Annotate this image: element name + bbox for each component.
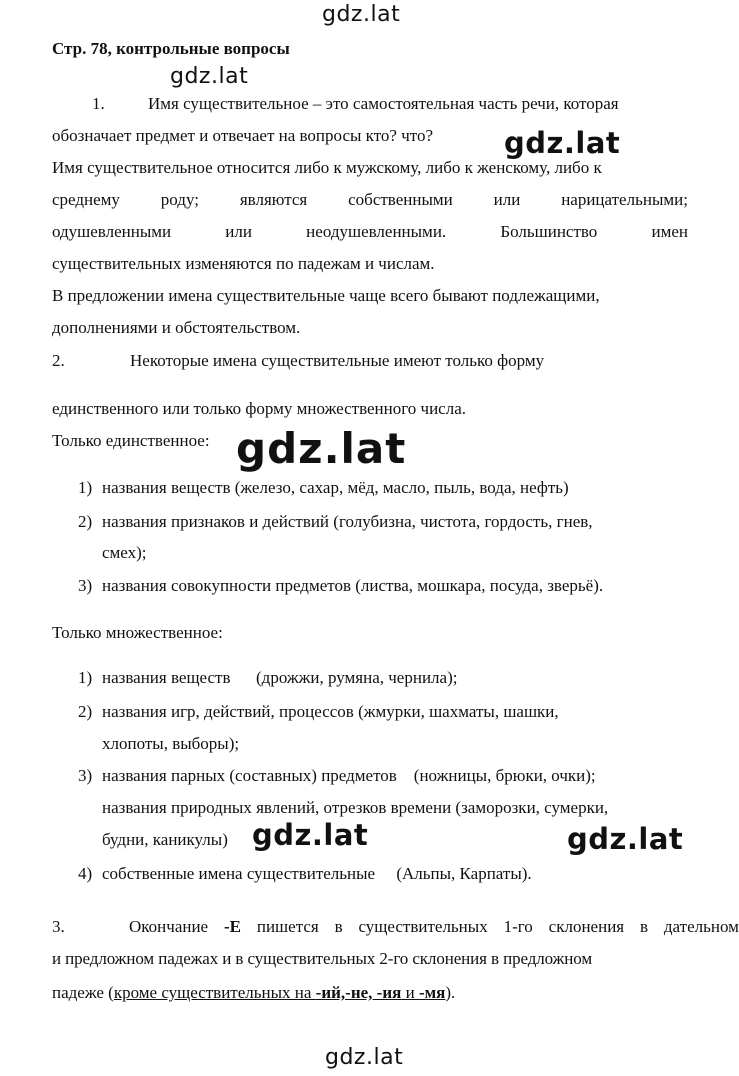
list-item [78, 798, 608, 818]
list-text: названия веществ (дрожжи, румяна, чернила); [102, 668, 458, 687]
word: в [640, 917, 649, 936]
word: роду; [160, 190, 199, 209]
list-text: названия признаков и действий (голубизна, чистота, гордость, гнев, [102, 512, 593, 531]
list-text: названия игр, действий, процессов (жмурки, шахматы, шашки, [102, 702, 559, 721]
list-text: названия природных явлений, отрезков времени (заморозки, сумерки, [102, 798, 609, 817]
word: нарицательными; [561, 190, 688, 209]
list-marker: 2) [78, 702, 93, 721]
list-item [78, 766, 596, 786]
q1-line2: обозначает предмет и отвечает на вопросы кто? что? [52, 126, 433, 145]
q1-line3: Имя существительное относится либо к мужскому, либо к женскому, либо к [52, 158, 602, 177]
word: одушевленными [52, 222, 172, 241]
q1-line4 [52, 190, 688, 210]
word: 1-го [503, 917, 533, 936]
q1-line5 [52, 222, 688, 242]
watermark-bottom: gdz.lat [325, 1045, 404, 1070]
list-item [78, 864, 532, 884]
list-marker: 3) [78, 576, 93, 595]
list-marker: 4) [78, 864, 93, 883]
list-item [78, 512, 593, 532]
list-marker: 1) [78, 668, 93, 687]
watermark-1: gdz.lat [170, 64, 249, 89]
page-heading: Стр. 78, контрольные вопросы [52, 39, 290, 58]
list-item [78, 478, 569, 498]
watermark-2: gdz.lat [504, 126, 621, 160]
text: падеже ( [52, 983, 114, 1002]
list-marker: 1) [78, 478, 93, 497]
word: Большинство [500, 222, 598, 241]
word: имен [651, 222, 688, 241]
text: ). [445, 983, 456, 1002]
list-item [78, 702, 559, 722]
list-text: хлопоты, выборы); [102, 734, 240, 753]
plural-title: Только множественное: [52, 623, 223, 642]
list-text: собственные имена существительные (Альпы, Карпаты). [102, 864, 532, 883]
list-text: будни, каникулы) [102, 830, 228, 849]
singular-title: Только единственное: [52, 431, 210, 450]
q3-line3 [52, 983, 455, 1003]
q1-number: 1. [92, 94, 105, 113]
word: склонения [548, 917, 625, 936]
word: дательном [663, 917, 739, 936]
q1-line6: существительных изменяются по падежам и числам. [52, 254, 435, 273]
word: Окончание [129, 917, 209, 936]
q2-line2: единственного или только форму множественного числа. [52, 399, 467, 418]
watermark-3: gdz.lat [252, 818, 369, 852]
word: собственными [348, 190, 453, 209]
q3-line2: и предложном падежах и в существительных 2-го склонения в предложном [52, 949, 593, 968]
word: среднему [52, 190, 120, 209]
ending-text: -мя [418, 983, 446, 1002]
watermark-top: gdz.lat [322, 2, 401, 27]
word: или [225, 222, 252, 241]
word: в [334, 917, 343, 936]
list-item [78, 830, 228, 850]
list-marker: 2) [78, 512, 93, 531]
ending-text: -ий,-не, -ия [315, 983, 402, 1002]
text: кроме существительных на [113, 983, 316, 1002]
list-text: названия парных (составных) предметов (ножницы, брюки, очки); [102, 766, 596, 785]
list-item [78, 734, 239, 754]
word: являются [239, 190, 308, 209]
word: или [493, 190, 521, 209]
word: неодушевленными. [306, 222, 447, 241]
q1-line1: Имя существительное – это самостоятельная часть речи, которая [148, 94, 619, 113]
list-item [78, 543, 147, 563]
word: существительных [358, 917, 488, 936]
list-item [78, 576, 603, 596]
watermark-4: gdz.lat [567, 822, 684, 856]
text: и [401, 983, 419, 1002]
watermark-big: gdz.lat [236, 424, 407, 473]
list-text: названия совокупности предметов (листва, мошкара, посуда, зверьё). [102, 576, 604, 595]
q3-number: 3. [52, 917, 65, 936]
q2-line1: Некоторые имена существительные имеют только форму [130, 351, 545, 370]
word: пишется [256, 917, 319, 936]
q3-line1 [129, 917, 739, 937]
q1-line8: дополнениями и обстоятельством. [52, 318, 301, 337]
list-text: смех); [102, 543, 147, 562]
q1-line7: В предложении имена существительные чаще всего бывают подлежащими, [52, 286, 600, 305]
q2-number: 2. [52, 351, 65, 370]
list-text: названия веществ (железо, сахар, мёд, масло, пыль, вода, нефть) [102, 478, 569, 497]
list-marker: 3) [78, 766, 93, 785]
list-item [78, 668, 457, 688]
word: -Е [223, 917, 241, 936]
underlined-text [114, 983, 446, 1002]
